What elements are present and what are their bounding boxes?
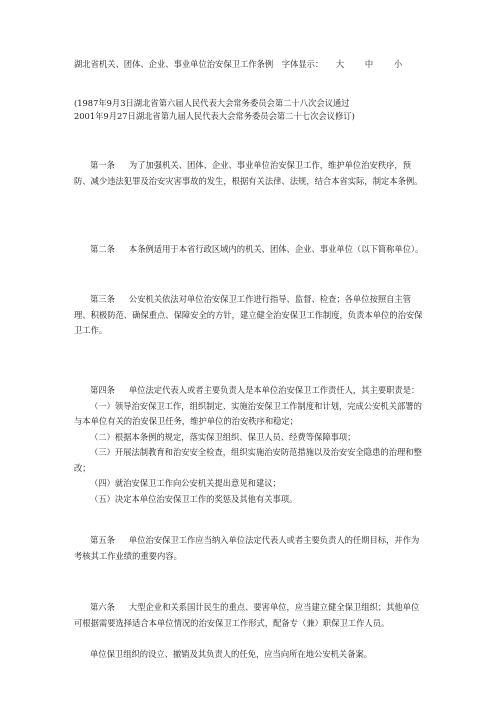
document-title: 湖北省机关、团体、企业、事业单位治安保卫工作条例 [74,59,274,69]
article-6 [74,600,426,631]
article-label: 第六条 [90,602,115,612]
article-label: 第四条 [90,385,115,395]
font-size-large-link[interactable]: 大 [335,59,345,69]
article-label: 第一条 [90,160,115,170]
article-4 [74,383,426,507]
font-size-label: 字体显示： [281,59,324,69]
adoption-notes [74,97,355,122]
font-size-medium-link[interactable]: 中 [364,59,374,69]
article-1 [74,158,426,189]
article-3 [74,292,426,339]
article-text: 单位保卫组织的设立、撤销及其负责人的任免，应当向所在地公安机关备案。 [90,649,373,659]
article-label: 第二条 [90,244,115,254]
article-5 [74,533,426,564]
font-size-small-link[interactable]: 小 [393,59,403,69]
article-item: （二）根据本条例的规定，落实保卫组织、保卫人员、经费等保障事项； [90,431,356,442]
article-text: 大型企业和关系国计民生的重点、要害单位，应当建立健全保卫组织；其他单位可根据需要选择适合本单位情况的治安保卫工作形式，配备专（兼）职保卫工作人员。 [74,602,420,628]
article-6-paragraph-2 [74,647,426,663]
article-item: （一）领导治安保卫工作，组织制定、实施治安保卫工作制度和计划，完成公安机关部署的与本单位有关的治安保卫任务，维护单位的治安秩序和稳定； [74,400,422,426]
article-text: 单位治安保卫工作应当纳入单位法定代表人或者主要负责人的任期目标，并作为考核其工作业绩的重要内容。 [74,535,420,561]
article-text: 为了加强机关、团体、企业、事业单位治安保卫工作，维护单位治安秩序，预防、减少违法犯罪及治安灾害事故的发生，根据有关法律、法规，结合本省实际，制定本条例。 [74,160,423,186]
article-text: 公安机关依法对单位治安保卫工作进行指导、监督、检查；各单位按照自主管理、积极防范、确保重点、保障安全的方针，建立健全治安保卫工作制度，负责本单位的治安保卫工作。 [74,294,423,335]
revision-note-line: 2001年9月27日湖北省第九届人民代表大会常务委员会第二十七次会议修订) [74,110,355,121]
article-item: （四）就治安保卫工作向公安机关提出意见和建议； [90,478,281,488]
article-item: （三）开展法制教育和治安安全检查，组织实施治安防范措施以及治安安全隐患的治理和整改； [74,447,422,473]
document-header [74,58,402,70]
article-label: 第五条 [90,535,115,545]
article-text: 本条例适用于本省行政区域内的机关、团体、企业、事业单位（以下简称单位）。 [128,244,424,254]
adoption-note-line: (1987年9月3日湖北省第六届人民代表大会常务委员会第二十八次会议通过 [74,98,350,108]
article-item: （五）决定本单位治安保卫工作的奖惩及其他有关事项。 [90,493,298,504]
article-text: 单位法定代表人或者主要负责人是本单位治安保卫工作责任人，其主要职责是： [128,385,420,395]
article-label: 第三条 [90,294,115,304]
article-2 [74,242,426,258]
